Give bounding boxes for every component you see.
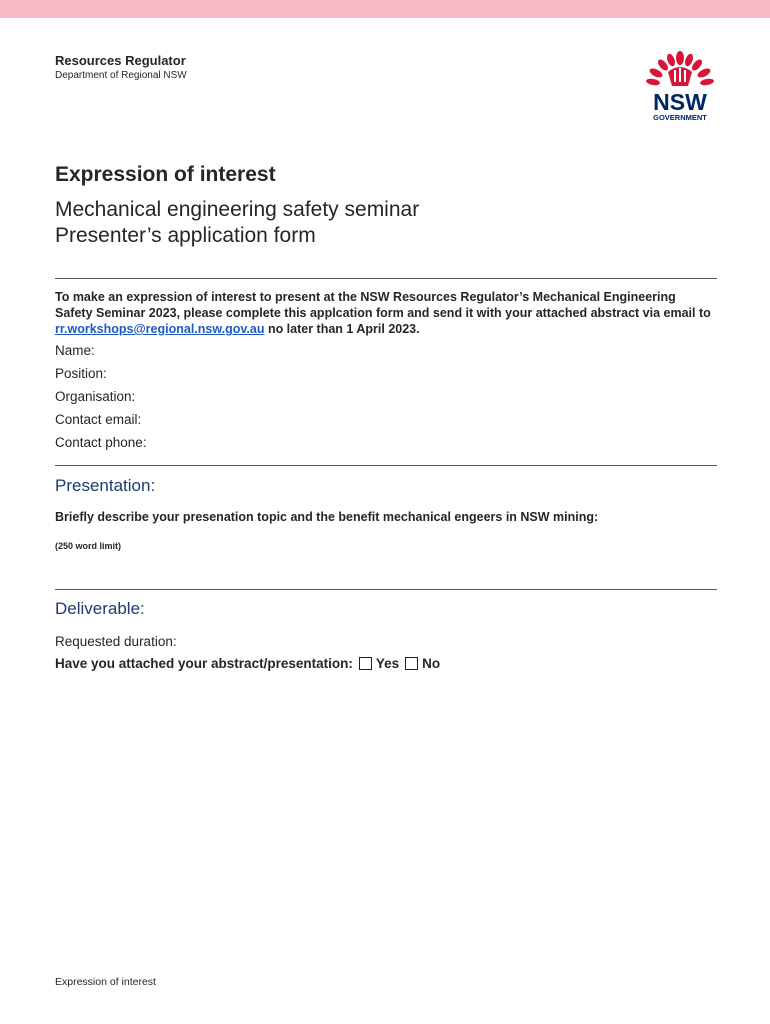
no-label: No (422, 656, 441, 671)
contact-email-field[interactable]: Contact email: (55, 412, 142, 427)
deliverable-heading: Deliverable: (55, 599, 145, 618)
document-subtitle (55, 197, 419, 249)
contact-phone-field[interactable]: Contact phone: (55, 435, 147, 450)
name-field[interactable]: Name: (55, 343, 95, 358)
presentation-prompt: Briefly describe your presenation topic and the benefit mechanical engeers in NSW mining: (55, 510, 599, 524)
position-field[interactable]: Position: (55, 366, 107, 381)
divider-presentation (55, 465, 717, 466)
intro-text-before: To make an expression of interest to present at the NSW Resources Regulator’s Mechanical Engineering Safety Seminar 2023, please complete this applcation form and send it with your attached abstract via email to (55, 290, 711, 320)
org-name: Resources Regulator (55, 53, 186, 68)
logo-subtext: GOVERNMENT (653, 113, 707, 122)
organisation-block (55, 53, 187, 83)
subtitle-line-1: Mechanical engineering safety seminar (55, 198, 420, 221)
presentation-heading: Presentation: (55, 476, 156, 495)
intro-text-after: no later than 1 April 2023. (264, 322, 420, 336)
yes-label: Yes (375, 656, 400, 671)
page-footer: Expression of interest (55, 976, 156, 988)
subtitle-line-2: Presenter’s application form (55, 224, 316, 247)
attachment-question: Have you attached your abstract/presentation: (55, 656, 353, 671)
divider-top (55, 278, 717, 279)
requested-duration-field[interactable]: Requested duration: (55, 634, 177, 649)
attachment-question-row (55, 656, 440, 671)
email-link[interactable]: rr.workshops@regional.nsw.gov.au (55, 322, 265, 336)
top-color-band (0, 0, 770, 18)
organisation-field[interactable]: Organisation: (55, 389, 136, 404)
intro-paragraph (55, 289, 715, 337)
nsw-government-logo (644, 50, 716, 124)
no-checkbox[interactable] (405, 657, 418, 670)
word-limit-note: (250 word limit) (55, 541, 122, 551)
waratah-icon (644, 50, 716, 124)
department-name: Department of Regional NSW (55, 70, 187, 81)
divider-deliverable (55, 589, 717, 590)
yes-checkbox[interactable] (359, 657, 372, 670)
logo-word: NSW (653, 89, 707, 115)
document-title: Expression of interest (55, 163, 276, 186)
